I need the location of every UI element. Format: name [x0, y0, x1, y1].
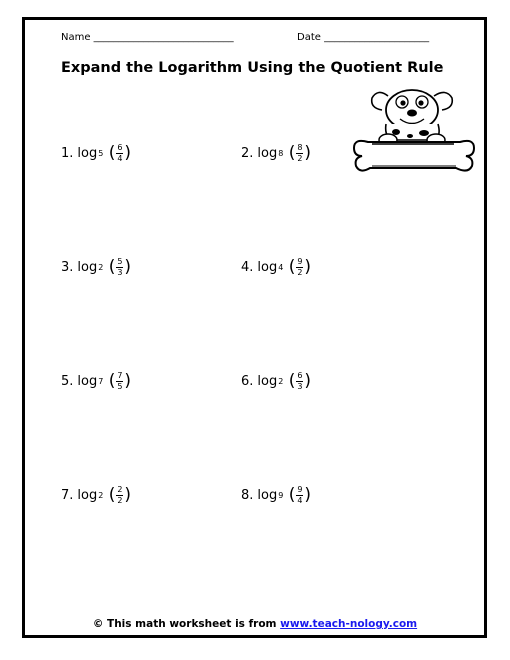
log-base: 2: [278, 377, 284, 386]
fraction: [116, 372, 123, 391]
denominator: 3: [297, 382, 303, 391]
problem-8: 8. log 9 ( $\frac{9}{4}$ ): [241, 485, 312, 505]
problem-number: 7.: [61, 488, 74, 503]
fraction: [296, 144, 303, 163]
log-label: log: [77, 146, 98, 161]
log-base: 7: [98, 377, 104, 386]
problem-number: 8.: [241, 488, 254, 503]
problem-number: 4.: [241, 260, 254, 275]
log-label: log: [77, 260, 98, 275]
fraction: [296, 372, 303, 391]
numerator: 6: [117, 143, 123, 152]
numerator: 8: [297, 143, 303, 152]
numerator: 5: [117, 257, 123, 266]
log-label: log: [257, 374, 278, 389]
denominator: 5: [117, 382, 123, 391]
problem-number: 3.: [61, 260, 74, 275]
fraction: [116, 258, 123, 277]
problem-4: 4. log 4 ( $\frac{9}{2}$ ): [241, 257, 312, 277]
worksheet-title: Expand the Logarithm Using the Quotient Rule: [61, 60, 444, 76]
denominator: 4: [297, 496, 303, 505]
problem-6: 6. log 2 ( $\frac{6}{3}$ ): [241, 371, 312, 391]
denominator: 2: [297, 154, 303, 163]
numerator: 6: [297, 371, 303, 380]
fraction: [116, 486, 123, 505]
fraction: [116, 144, 123, 163]
log-label: log: [257, 260, 278, 275]
problem-5: 5. log 7 ( $\frac{7}{5}$ ): [61, 371, 132, 391]
log-label: log: [257, 146, 278, 161]
numerator: 9: [297, 257, 303, 266]
website-link[interactable]: www.teach-nology.com: [280, 618, 418, 630]
problem-number: 5.: [61, 374, 74, 389]
log-base: 8: [278, 149, 284, 158]
footer-text: © This math worksheet is from: [92, 618, 281, 630]
fraction: [296, 486, 303, 505]
numerator: 7: [117, 371, 123, 380]
log-base: 5: [98, 149, 104, 158]
problem-2: 2. log 8 ( $\frac{8}{2}$ ): [241, 143, 312, 163]
log-base: 4: [278, 263, 284, 272]
log-base: 9: [278, 491, 284, 500]
problem-3: 3. log 2 ( $\frac{5}{3}$ ): [61, 257, 132, 277]
problem-number: 6.: [241, 374, 254, 389]
numerator: 9: [297, 485, 303, 494]
footer: [0, 618, 510, 630]
log-label: log: [77, 374, 98, 389]
denominator: 2: [297, 268, 303, 277]
log-base: 2: [98, 263, 104, 272]
problem-number: 1.: [61, 146, 74, 161]
log-label: log: [257, 488, 278, 503]
log-base: 2: [98, 491, 104, 500]
log-label: log: [77, 488, 98, 503]
problem-7: 7. log 2 ( $\frac{2}{2}$ ): [61, 485, 132, 505]
denominator: 2: [117, 496, 123, 505]
date-field[interactable]: Date _____________________: [297, 32, 430, 43]
fraction: [296, 258, 303, 277]
dog-with-bone-icon: [350, 86, 478, 178]
denominator: 4: [117, 154, 123, 163]
problem-1: 1. log 5 ( $\frac{6}{4}$ ): [61, 143, 132, 163]
name-field[interactable]: Name ____________________________: [61, 32, 234, 43]
numerator: 2: [117, 485, 123, 494]
problem-number: 2.: [241, 146, 254, 161]
denominator: 3: [117, 268, 123, 277]
